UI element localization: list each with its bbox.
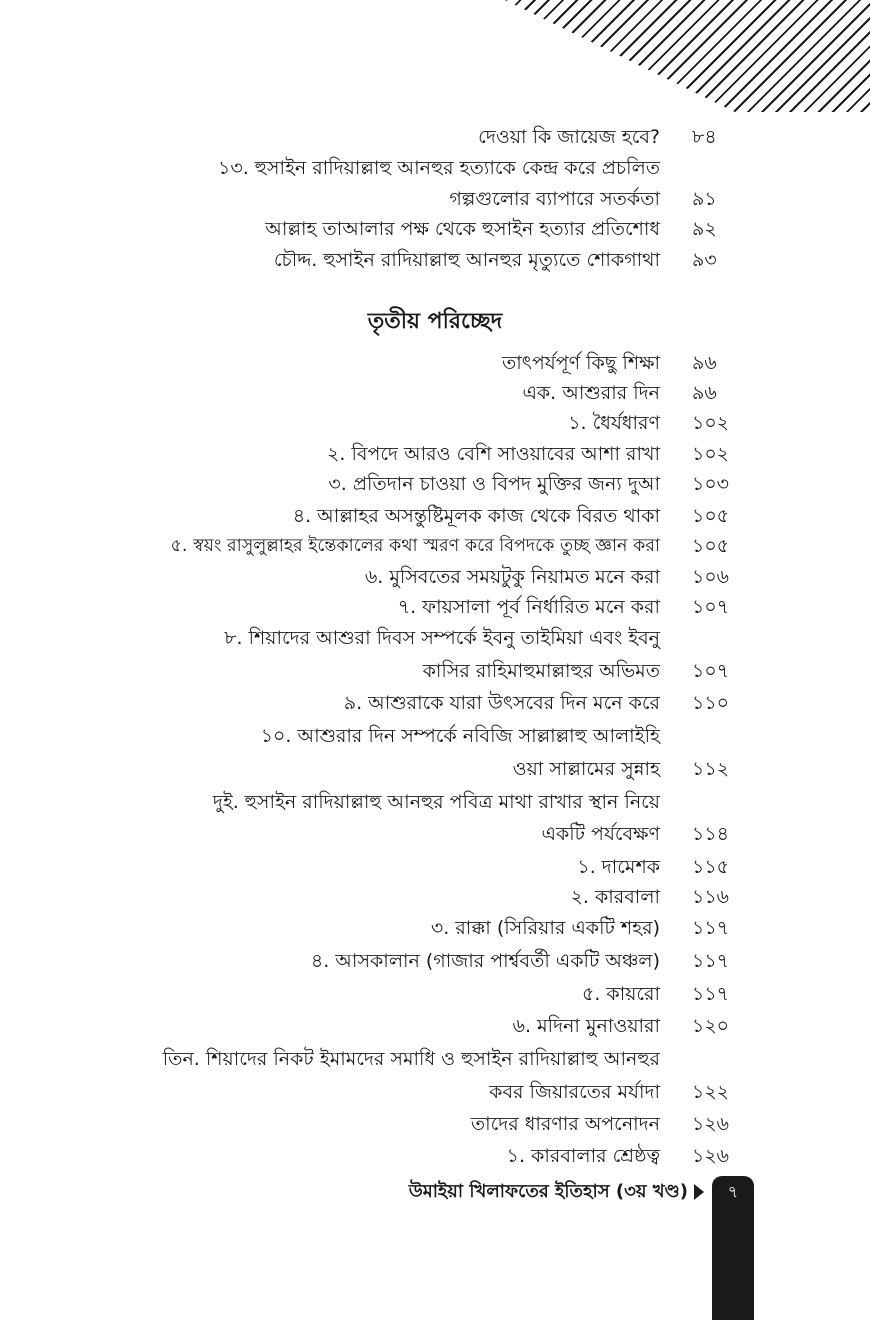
toc-entry-title: কবর জিয়ারতের মর্যাদা	[489, 1081, 660, 1103]
footer-book-title: উমাইয়া খিলাফতের ইতিহাস (৩য় খণ্ড)	[408, 1181, 688, 1202]
toc-entry	[0, 245, 870, 275]
toc-entry	[0, 1109, 870, 1139]
toc-entry-page: ১০৭	[692, 596, 730, 618]
toc-entry-title: এক. আশুরার দিন	[522, 382, 660, 404]
toc-entry-title: ১. কারবালার শ্রেষ্ঠত্ব	[506, 1145, 660, 1167]
triangle-right-icon	[694, 1184, 704, 1200]
toc-entry-title: ১০. আশুরার দিন সম্পর্কে নবিজি সাল্লাল্লাহু আলাইহি	[260, 725, 660, 747]
toc-entry	[0, 979, 870, 1009]
toc-entry-title: ৫. স্বয়ং রাসুলুল্লাহর ইন্তেকালের কথা স্মরণ করে বিপদকে তুচ্ছ জ্ঞান করা	[170, 536, 660, 556]
toc-entry	[0, 1141, 870, 1171]
toc-entry	[0, 787, 870, 817]
toc-entry-title: ওয়া সাল্লামের সুন্নাহ	[512, 758, 660, 780]
toc-entry	[0, 531, 870, 561]
toc-entry-page: ১১৭	[692, 950, 730, 972]
toc-entry	[0, 408, 870, 438]
toc-entry-title: ৪. আল্লাহর অসন্তুষ্টিমূলক কাজ থেকে বিরত থাকা	[292, 505, 660, 527]
toc-entry	[0, 562, 870, 592]
toc-entry	[0, 439, 870, 469]
toc-entry	[0, 913, 870, 943]
toc-entry-title: আল্লাহ তাআলার পক্ষ থেকে হুসাইন হত্যার প্রতিশোধ	[265, 218, 660, 240]
toc-entry-page: ১১৭	[692, 917, 730, 939]
toc-entry-page: ১০২	[692, 443, 730, 465]
toc-entry	[0, 623, 870, 653]
toc-entry-title: ৭. ফায়সালা পূর্ব নির্ধারিত মনে করা	[397, 596, 660, 618]
toc-entry-page: ১১৬	[692, 886, 730, 908]
toc-entry	[0, 469, 870, 499]
toc-entry-page: ১১৭	[692, 983, 730, 1005]
toc-entry-page: ১১৪	[692, 823, 729, 845]
toc-entry	[0, 946, 870, 976]
toc-entry-title: ৮. শিয়াদের আশুরা দিবস সম্পর্কে ইবনু তাইমিয়া এবং ইবনু	[224, 627, 660, 649]
toc-entry-page: ৯৬	[692, 382, 717, 404]
toc-entry	[0, 348, 870, 378]
toc-entry-title: ২. কারবালা	[570, 886, 660, 908]
toc-entry-title: ৬. মদিনা মুনাওয়ারা	[512, 1015, 660, 1037]
toc-entry-page: ১২৬	[692, 1113, 730, 1135]
toc-entry-page: ১১০	[692, 692, 730, 714]
toc-entry	[0, 1077, 870, 1107]
toc-entry-page: ১১২	[692, 758, 730, 780]
page-number: ৭	[727, 1182, 739, 1201]
toc-entry-title: ৫. কায়রো	[582, 983, 660, 1005]
toc-entry-page: ১২৬	[692, 1145, 730, 1167]
toc-entry-title: ২. বিপদে আরও বেশি সাওয়াবের আশা রাখা	[327, 443, 660, 465]
toc-entry-page: ৯২	[692, 218, 717, 240]
toc-entry	[0, 754, 870, 784]
toc-entry-page: ৯৬	[692, 352, 717, 374]
toc-entry	[0, 153, 870, 183]
toc-entry-page: ৮৪	[692, 126, 717, 148]
toc-entry-title: ১. ধৈর্যধারণ	[568, 412, 660, 434]
toc-entry-title: ১. দামেশক	[577, 856, 660, 878]
toc-entry-title: তিন. শিয়াদের নিকট ইমামদের সমাধি ও হুসাইন রাদিয়াল্লাহু আনহুর	[162, 1048, 660, 1070]
corner-stripes-decoration	[505, 0, 870, 112]
toc-entry-page: ১২০	[692, 1015, 730, 1037]
toc-entry-page: ১২২	[692, 1081, 730, 1103]
toc-entry-page: ১১৫	[692, 856, 729, 878]
toc-entry	[0, 214, 870, 244]
toc-entry	[0, 656, 870, 686]
toc-entry-page: ৯৩	[692, 249, 717, 271]
toc-entry-title: ৯. আশুরাকে যারা উৎসবের দিন মনে করে	[343, 692, 660, 714]
toc-entry-title: ৪. আসকালান (গাজার পার্শ্ববর্তী একটি অঞ্চল)	[310, 950, 660, 972]
toc-entry-title: ৩. প্রতিদান চাওয়া ও বিপদ মুক্তির জন্য দুআ	[328, 473, 660, 495]
toc-entry	[0, 852, 870, 882]
toc-entry-page: ১০৭	[692, 660, 730, 682]
toc-entry-title: তাৎপর্যপূর্ণ কিছু শিক্ষা	[501, 352, 660, 374]
toc-entry	[0, 688, 870, 718]
toc-entry-title: দুই. হুসাইন রাদিয়াল্লাহু আনহুর পবিত্র মাথা রাখার স্থান নিয়ে	[212, 791, 660, 813]
toc-entry-page: ১০৫	[692, 535, 730, 557]
toc-entry-title: দেওয়া কি জায়েজ হবে?	[478, 126, 660, 148]
toc-entry-title: তাদের ধারণার অপনোদন	[470, 1113, 660, 1135]
toc-entry-title: ১৩. হুসাইন রাদিয়াল্লাহু আনহুর হত্যাকে কেন্দ্র করে প্রচলিত	[218, 157, 660, 179]
toc-entry	[0, 1011, 870, 1041]
toc-entry-page: ৯১	[692, 188, 717, 210]
toc-entry	[0, 721, 870, 751]
toc-entry	[0, 882, 870, 912]
toc-entry-title: গল্পগুলোর ব্যাপারে সতর্কতা	[449, 188, 660, 210]
toc-entry	[0, 819, 870, 849]
toc-entry	[0, 378, 870, 408]
toc-entry-title: ৩. রাক্কা (সিরিয়ার একটি শহর)	[430, 917, 660, 939]
section-heading: তৃতীয় পরিচ্ছেদ	[367, 309, 503, 334]
toc-entry-title: ৬. মুসিবতের সময়টুকু নিয়ামত মনে করা	[364, 566, 660, 588]
toc-entry-title: একটি পর্যবেক্ষণ	[541, 823, 660, 845]
toc-entry-title: কাসির রাহিমাহুমাল্লাহুর অভিমত	[422, 660, 660, 682]
toc-entry-page: ১০৩	[692, 473, 730, 495]
toc-entry	[0, 501, 870, 531]
toc-entry	[0, 184, 870, 214]
toc-entry	[0, 122, 870, 152]
toc-entry-page: ১০২	[692, 412, 730, 434]
toc-entry-title: চৌদ্দ. হুসাইন রাদিয়াল্লাহু আনহুর মৃত্যুতে শোকগাথা	[273, 249, 660, 271]
page-number-tab	[712, 1176, 754, 1320]
toc-entry-page: ১০৬	[692, 566, 730, 588]
toc-entry	[0, 1044, 870, 1074]
toc-entry	[0, 592, 870, 622]
toc-entry-page: ১০৫	[692, 505, 730, 527]
